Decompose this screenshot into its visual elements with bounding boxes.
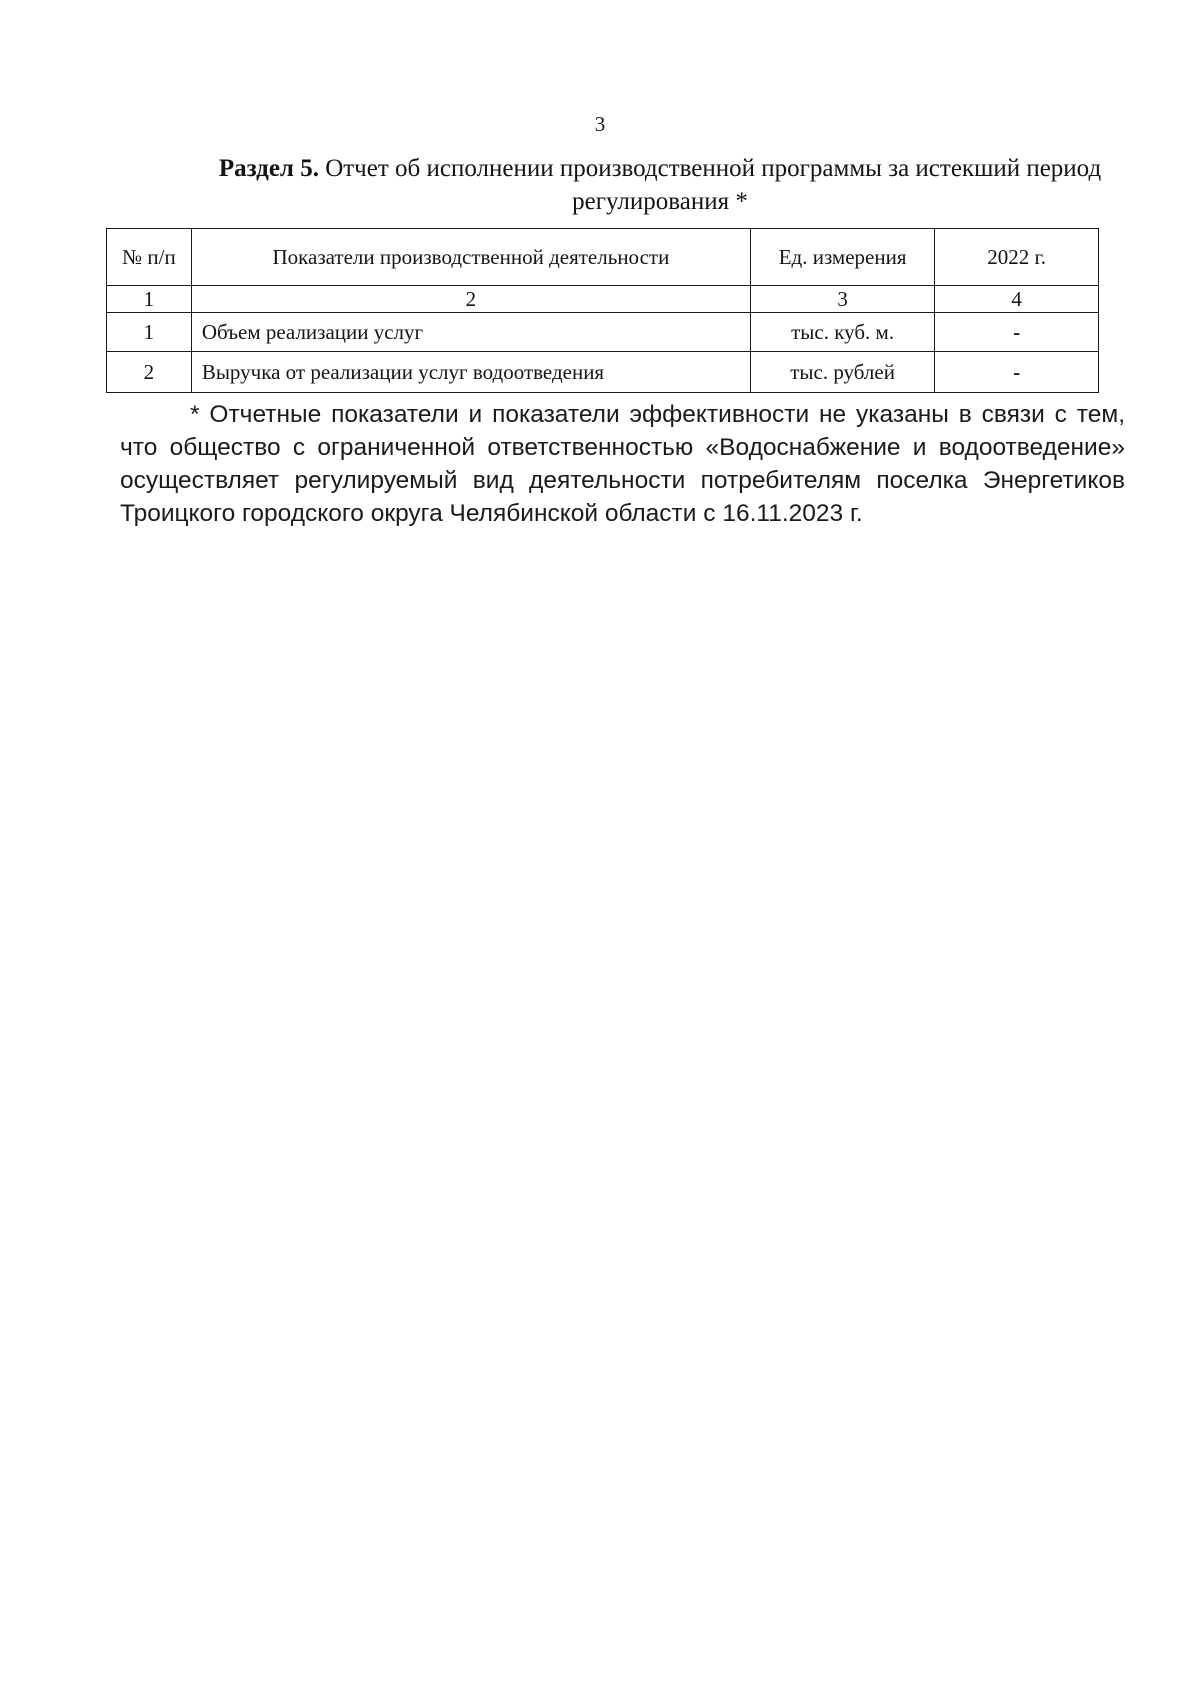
header-indicator: Показатели производственной деятельности <box>191 229 750 286</box>
row-number: 2 <box>107 352 192 393</box>
row-indicator: Объем реализации услуг <box>191 313 750 352</box>
column-number-row <box>107 286 1099 313</box>
header-year: 2022 г. <box>935 229 1099 286</box>
production-program-table <box>106 228 1099 393</box>
table-row <box>107 352 1099 393</box>
section-title-number: Раздел 5. <box>218 155 319 182</box>
table-header-row <box>107 229 1099 286</box>
header-unit: Ед. измерения <box>751 229 935 286</box>
column-number: 2 <box>191 286 750 313</box>
section-title <box>200 152 1120 218</box>
row-value: - <box>935 313 1099 352</box>
row-number: 1 <box>107 313 192 352</box>
table-row <box>107 313 1099 352</box>
column-number: 3 <box>751 286 935 313</box>
row-unit: тыс. куб. м. <box>751 313 935 352</box>
footnote: * Отчетные показатели и показатели эффективности не указаны в связи с тем, что общество с ограниченной ответственностью «Водоснабжение и водоотведение» осуществляет регулируемый вид деятельности потребителям поселка Энергетиков Троицкого городского округа Челябинской области с 16.11.2023 г. <box>120 401 1125 527</box>
column-number: 1 <box>107 286 192 313</box>
section-title-text: Отчет об исполнении производственной программы за истекший период регулирования * <box>318 155 1102 215</box>
row-value: - <box>935 352 1099 393</box>
column-number: 4 <box>935 286 1099 313</box>
header-number: № п/п <box>107 229 192 286</box>
page-number: 3 <box>594 112 606 136</box>
row-unit: тыс. рублей <box>751 352 935 393</box>
row-indicator: Выручка от реализации услуг водоотведения <box>191 352 750 393</box>
